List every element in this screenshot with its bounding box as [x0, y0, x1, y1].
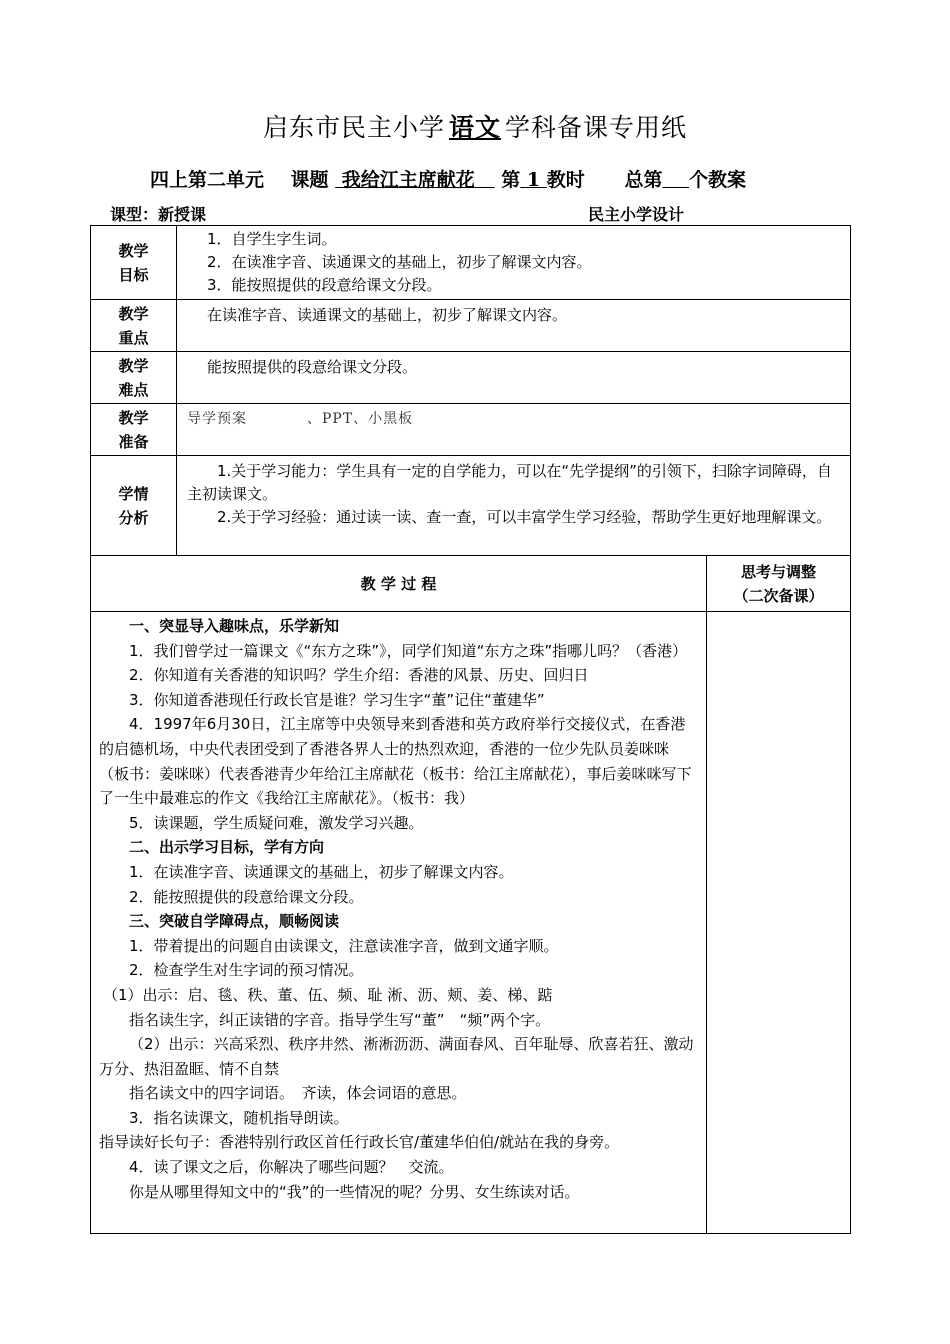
- process-line: 4．1997年6月30日，江主席等中央领导来到香港和英方政府举行交接仪式，在香港的启德机场，中央代表团受到了香港各界人士的热烈欢迎，香港的一位少先队员姜咪咪（板书：姜咪咪）代表香港青少年给江主席献花（板书：给江主席献花），事后姜咪咪写下了一生中最难忘的作文《我给江主席献花》。（板书：我）: [99, 715, 692, 808]
- process-line: 3．你知道香港现任行政长官是谁？学习生字“董”记住“董建华”: [129, 690, 545, 709]
- difficulties-label: 教学 难点: [91, 352, 177, 404]
- process-line: 指名读生字，纠正读错的字音。指导学生写“董” “频”两个字。: [129, 1010, 551, 1029]
- lesson-number: 1: [526, 169, 541, 191]
- process-line: 指导读好长句子：香港特别行政区首任行政长官/董建华伯伯/就站在我的身旁。: [99, 1133, 620, 1152]
- process-content: [91, 612, 707, 1234]
- lesson-plan-table: [90, 225, 851, 1234]
- process-line: 2．检查学生对生字词的预习情况。: [129, 961, 364, 980]
- process-title: 教 学 过 程: [91, 556, 707, 612]
- process-line: 4．读了课文之后，你解决了哪些问题？ 交流。: [129, 1158, 454, 1177]
- objectives-label: 教学 目标: [91, 226, 177, 300]
- row-difficulties: [91, 352, 851, 404]
- total-prefix: 总第: [624, 169, 663, 191]
- process-heading: 二、出示学习目标，学有方向: [129, 838, 325, 857]
- preparation-content: 导学预案 、PPT、小黑板: [177, 404, 851, 456]
- adjustment-notes: [707, 612, 851, 1234]
- process-line: 5．读课题，学生质疑问难，激发学习兴趣。: [129, 813, 424, 832]
- process-line: 你是从哪里得知文中的“我”的一些情况的呢？分男、女生练读对话。: [129, 1182, 580, 1201]
- title-suffix: 学科备课专用纸: [505, 113, 688, 142]
- process-heading: 三、突破自学障碍点，顺畅阅读: [129, 912, 340, 931]
- difficulties-content: 能按照提供的段意给课文分段。: [177, 352, 851, 404]
- row-objectives: [91, 226, 851, 300]
- analysis-label: 学情 分析: [91, 456, 177, 556]
- process-heading: 一、突显导入趣味点，乐学新知: [129, 617, 340, 635]
- process-line: （1）出示：启、毯、秩、董、伍、频、耻 淅、沥、颊、姜、梯、踮: [103, 985, 553, 1004]
- adjustment-header: 思考与调整 （二次备课）: [707, 556, 851, 612]
- title-school: 启东市民主小学: [262, 113, 445, 142]
- designer: 民主小学设计: [588, 205, 685, 224]
- process-line: 1．带着提出的问题自由读课文，注意读准字音，做到文通字顺。: [129, 936, 559, 955]
- objective-item: 3．能按照提供的段意给课文分段。: [207, 276, 442, 294]
- key-points-content: 在读准字音、读通课文的基础上，初步了解课文内容。: [177, 300, 851, 352]
- process-line: 3．指名读课文，随机指导朗读。: [129, 1108, 349, 1127]
- analysis-item: 1.关于学习能力：学生具有一定的自学能力，可以在“先学提纲”的引领下，扫除字词障碍，自主初读课文。: [187, 462, 832, 503]
- objectives-content: [177, 226, 851, 300]
- process-line: （2）出示：兴高采烈、秩序井然、淅淅沥沥、满面春风、百年耻辱、欣喜若狂、激动万分、热泪盈眶、情不自禁: [99, 1035, 694, 1078]
- key-points-label: 教学 重点: [91, 300, 177, 352]
- row-process: [91, 612, 851, 1234]
- topic-label: 课题: [290, 169, 329, 191]
- row-process-header: [91, 556, 851, 612]
- process-line: 2．你知道有关香港的知识吗？学生介绍：香港的风景、历史、回归日: [129, 666, 589, 685]
- lesson-info: [150, 165, 746, 192]
- unit-label: 四上第二单元: [150, 169, 265, 191]
- process-line: 指名读文中的四字词语。 齐读，体会词语的意思。: [129, 1084, 467, 1103]
- preparation-label: 教学 准备: [91, 404, 177, 456]
- page-title: [0, 108, 950, 144]
- analysis-item: 2.关于学习经验：通过读一读、查一查，可以丰富学生学习经验，帮助学生更好地理解课文。: [217, 508, 832, 526]
- total-suffix: 个教案: [688, 169, 746, 191]
- title-subject: 语文: [448, 113, 501, 142]
- process-line: 1．我们曾学过一篇课文《“东方之珠”》，同学们知道“东方之珠”指哪儿吗？（香港）: [129, 641, 688, 660]
- lesson-suffix: 教时: [546, 169, 585, 191]
- process-line: 1．在读准字音、读通课文的基础上，初步了解课文内容。: [129, 862, 514, 881]
- lesson-prefix: 第: [501, 169, 521, 191]
- analysis-content: [177, 456, 851, 556]
- objective-item: 2．在读准字音、读通课文的基础上，初步了解课文内容。: [207, 253, 592, 271]
- total-blank: [662, 169, 688, 191]
- topic-value: 我给江主席献花: [341, 169, 475, 191]
- lesson-type: 课型：新授课: [110, 205, 207, 224]
- process-line: 2．能按照提供的段意给课文分段。: [129, 887, 364, 906]
- row-key-points: [91, 300, 851, 352]
- row-preparation: [91, 404, 851, 456]
- row-analysis: [91, 456, 851, 556]
- objective-item: 1．自学生字生词。: [207, 230, 337, 248]
